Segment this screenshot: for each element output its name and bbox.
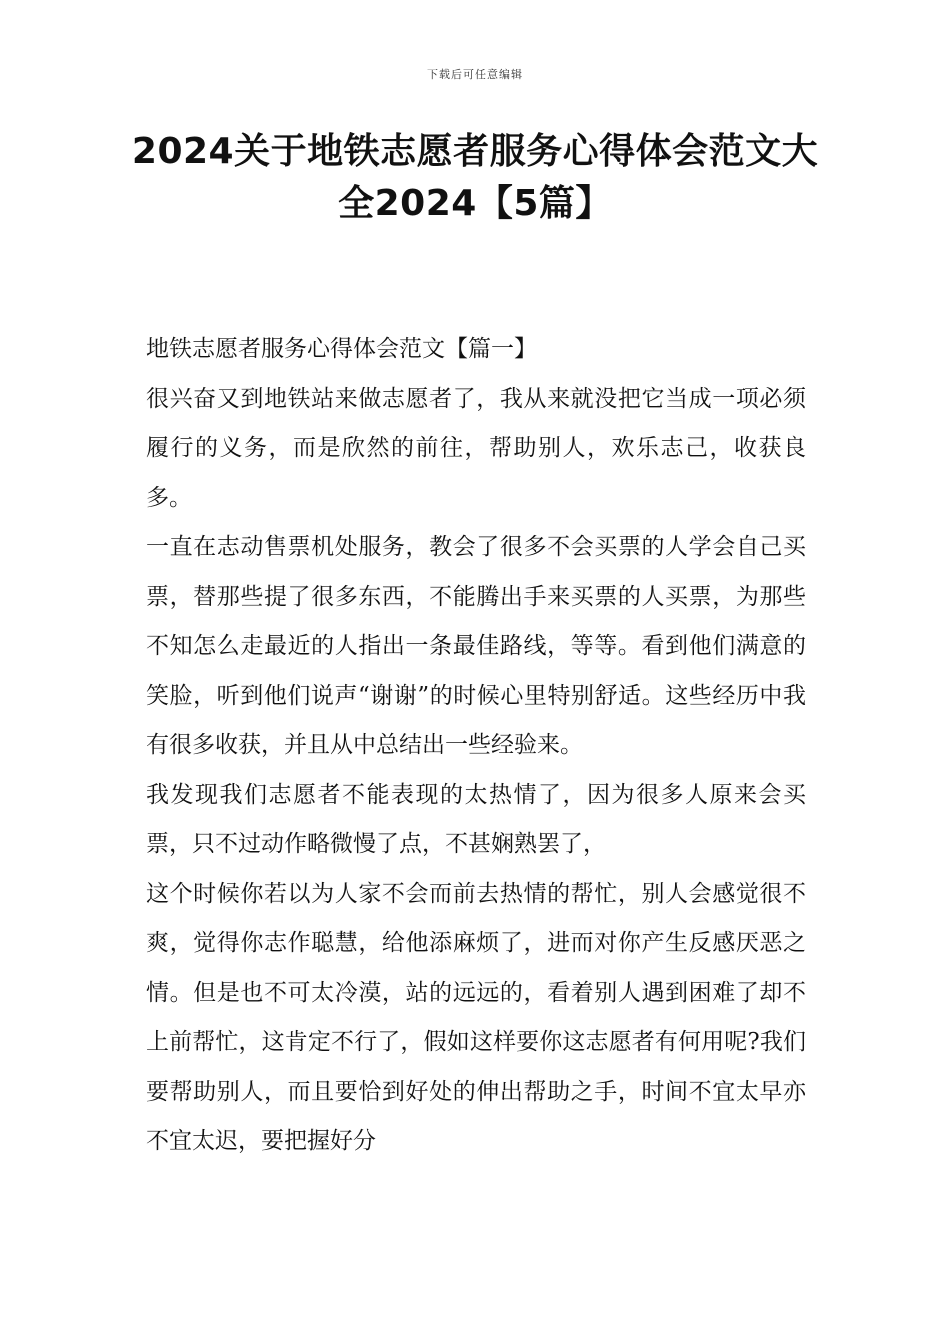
header-note: 下载后可任意编辑: [427, 68, 523, 81]
paragraph-2: 一直在志动售票机处服务，教会了很多不会买票的人学会自己买票，替那些提了很多东西，不能腾出手来买票的人买票，为那些不知怎么走最近的人指出一条最佳路线，等等。看到他们满意的笑脸，听到他们说声“谢谢”的时候心里特别舒适。这些经历中我有很多收获，并且从中总结出一些经验来。: [146, 534, 806, 758]
section-heading: 地铁志愿者服务心得体会范文【篇一】: [146, 336, 537, 362]
document-title: [120, 126, 830, 230]
paragraph-3: 我发现我们志愿者不能表现的太热情了，因为很多人原来会买票，只不过动作略微慢了点，不甚娴熟罢了，: [146, 781, 806, 857]
title-line-2: 全2024【5篇】: [338, 183, 612, 224]
paragraph-4: 这个时候你若以为人家不会而前去热情的帮忙，别人会感觉很不爽，觉得你志作聪慧，给他添麻烦了，进而对你产生反感厌恶之情。但是也不可太冷漠，站的远远的，看着别人遇到困难了却不上前帮忙，这肯定不行了，假如这样要你这志愿者有何用呢?我们要帮助别人，而且要恰到好处的伸出帮助之手，时间不宜太早亦不宜太迟，要把握好分: [146, 880, 806, 1154]
title-line-1: 2024关于地铁志愿者服务心得体会范文大: [131, 131, 819, 172]
document-body: [146, 325, 806, 1167]
paragraph-1: 很兴奋又到地铁站来做志愿者了，我从来就没把它当成一项必须履行的义务，而是欣然的前往，帮助别人，欢乐志己，收获良多。: [146, 385, 806, 511]
